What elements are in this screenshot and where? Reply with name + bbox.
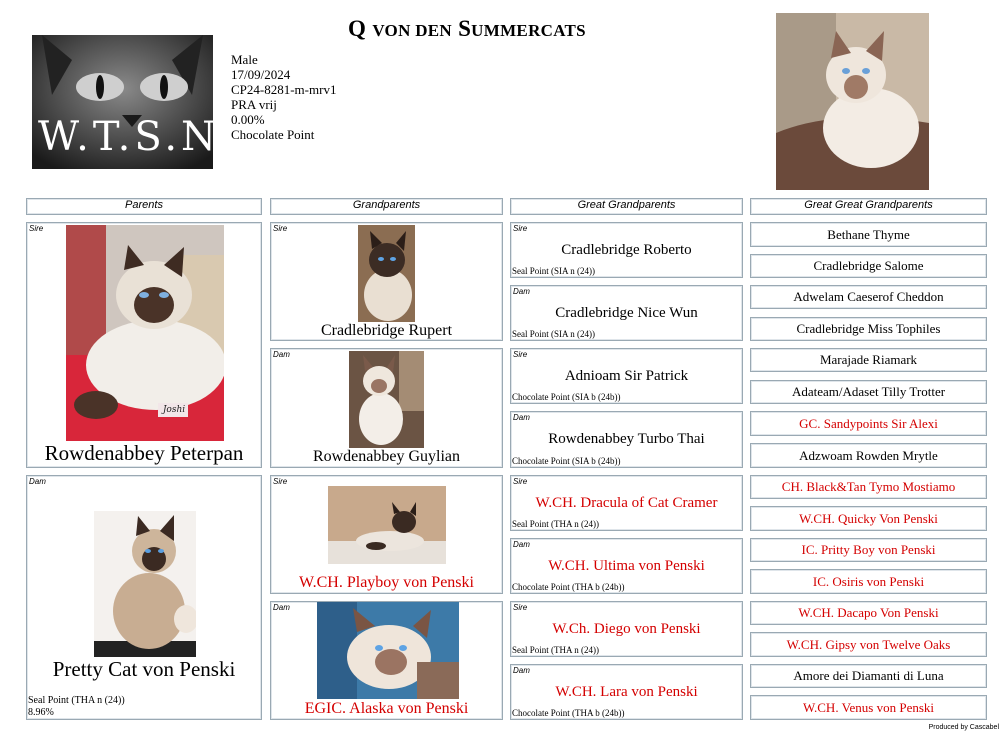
cat-registration: CP24-8281-m-mrv1 xyxy=(231,82,337,97)
great-great-grandparent-card[interactable]: W.CH. Gipsy von Twelve Oaks xyxy=(750,632,987,657)
dam-label: Dam xyxy=(29,477,46,486)
great-grandparent-color: Chocolate Point (SIA b (24b)) xyxy=(512,392,621,402)
sire-name: Rowdenabbey Peterpan xyxy=(44,441,244,465)
grandparent-photo xyxy=(358,225,415,322)
col-header-grandparents: Grandparents xyxy=(270,198,503,215)
great-grandparent-card[interactable] xyxy=(510,475,743,531)
grandparent-card[interactable] xyxy=(270,601,503,720)
sire-photo xyxy=(66,225,224,441)
col-header-great-grandparents: Great Grandparents xyxy=(510,198,743,215)
cat-pra: PRA vrij xyxy=(231,97,277,112)
great-grandparent-name: Rowdenabbey Turbo Thai xyxy=(548,431,705,447)
cat-sex: Male xyxy=(231,52,258,67)
great-grandparent-card[interactable] xyxy=(510,538,743,594)
great-grandparent-name: W.CH. Dracula of Cat Cramer xyxy=(535,495,718,511)
cat-coi: 0.00% xyxy=(231,112,265,127)
cat-info xyxy=(231,52,336,142)
dam-photo xyxy=(94,511,196,657)
great-great-grandparent-card[interactable]: Adzwoam Rowden Mrytle xyxy=(750,443,987,468)
great-grandparent-name: Adnioam Sir Patrick xyxy=(564,368,689,384)
title-von: VON DEN xyxy=(372,21,452,40)
great-grandparent-color: Seal Point (THA n (24)) xyxy=(512,645,599,655)
logo-text: W.T.S.N. xyxy=(38,114,235,160)
sire-label: Sire xyxy=(513,477,528,486)
dam-label: Dam xyxy=(513,666,530,675)
title-rest: UMMERCATS xyxy=(471,21,586,40)
sire-label: Sire xyxy=(513,350,528,359)
main-cat-photo xyxy=(776,13,929,190)
great-great-grandparent-card[interactable]: IC. Osiris von Penski xyxy=(750,569,987,594)
grandparent-card[interactable] xyxy=(270,222,503,341)
great-grandparent-color: Chocolate Point (SIA b (24b)) xyxy=(512,456,621,466)
parent-dam-card[interactable] xyxy=(26,475,262,720)
dam-coi: 8.96% xyxy=(28,707,54,718)
great-great-grandparent-card[interactable]: W.CH. Quicky Von Penski xyxy=(750,506,987,531)
cat-color: Chocolate Point xyxy=(231,127,315,142)
grandparent-photo xyxy=(349,351,424,448)
great-great-grandparent-card[interactable]: Adwelam Caeserof Cheddon xyxy=(750,285,987,309)
great-grandparent-card[interactable] xyxy=(510,285,743,341)
sire-label: Sire xyxy=(273,477,288,486)
great-great-grandparent-card[interactable]: Amore dei Diamanti di Luna xyxy=(750,664,987,688)
great-grandparent-name: W.CH. Lara von Penski xyxy=(555,684,698,700)
great-grandparent-color: Seal Point (SIA n (24)) xyxy=(512,329,595,339)
great-grandparent-name: W.CH. Ultima von Penski xyxy=(548,558,705,574)
great-great-grandparent-card[interactable]: Cradlebridge Salome xyxy=(750,254,987,278)
grandparent-name: Rowdenabbey Guylian xyxy=(312,448,461,465)
grandparent-photo xyxy=(317,602,459,699)
sire-label: Sire xyxy=(29,224,44,233)
grandparent-card[interactable] xyxy=(270,348,503,468)
grandparent-name: EGIC. Alaska von Penski xyxy=(304,700,469,717)
great-great-grandparent-card[interactable]: Bethane Thyme xyxy=(750,222,987,247)
great-great-grandparent-card[interactable]: IC. Pritty Boy von Penski xyxy=(750,538,987,562)
great-great-grandparent-card[interactable]: Marajade Riamark xyxy=(750,348,987,372)
parent-sire-card[interactable] xyxy=(26,222,262,468)
sire-label: Sire xyxy=(513,603,528,612)
dam-name: Pretty Cat von Penski xyxy=(52,657,236,681)
grandparent-card[interactable] xyxy=(270,475,503,594)
grandparent-photo xyxy=(328,486,446,564)
great-grandparent-card[interactable] xyxy=(510,664,743,720)
title-s: S xyxy=(458,16,472,41)
great-grandparent-card[interactable] xyxy=(510,601,743,657)
great-grandparent-color: Chocolate Point (THA b (24b)) xyxy=(512,582,625,592)
col-header-great-great-grandparents: Great Great Grandparents xyxy=(750,198,987,215)
great-grandparent-card[interactable] xyxy=(510,348,743,404)
col-header-parents: Parents xyxy=(26,198,262,215)
great-great-grandparent-card[interactable]: Cradlebridge Miss Tophiles xyxy=(750,317,987,341)
producer-credit: Produced by Cascabel xyxy=(928,724,999,731)
dam-label: Dam xyxy=(513,540,530,549)
great-grandparent-card[interactable] xyxy=(510,411,743,468)
great-grandparent-color: Chocolate Point (THA b (24b)) xyxy=(512,708,625,718)
great-great-grandparent-card[interactable]: CH. Black&Tan Tymo Mostiamo xyxy=(750,475,987,499)
cat-dob: 17/09/2024 xyxy=(231,67,291,82)
great-grandparent-name: W.Ch. Diego von Penski xyxy=(552,621,701,637)
great-grandparent-name: Cradlebridge Nice Wun xyxy=(555,305,698,321)
great-great-grandparent-card[interactable]: GC. Sandypoints Sir Alexi xyxy=(750,411,987,436)
grandparent-name: W.CH. Playboy von Penski xyxy=(299,574,474,591)
great-grandparent-name: Cradlebridge Roberto xyxy=(561,242,692,258)
title-q: Q xyxy=(348,16,367,41)
dam-label: Dam xyxy=(273,350,290,359)
sire-label: Sire xyxy=(273,224,288,233)
page-title xyxy=(232,16,702,42)
grandparent-name: Cradlebridge Rupert xyxy=(320,322,453,339)
great-great-grandparent-card[interactable]: W.CH. Dacapo Von Penski xyxy=(750,601,987,625)
great-grandparent-card[interactable] xyxy=(510,222,743,278)
dam-color: Seal Point (THA n (24)) xyxy=(28,695,125,706)
dam-label: Dam xyxy=(513,413,530,422)
sire-photo-caption: Joshi xyxy=(162,405,186,415)
great-great-grandparent-card[interactable]: W.CH. Venus von Penski xyxy=(750,695,987,720)
great-grandparent-color: Seal Point (THA n (24)) xyxy=(512,519,599,529)
dam-label: Dam xyxy=(273,603,290,612)
sire-label: Sire xyxy=(513,224,528,233)
great-great-grandparent-card[interactable]: Adateam/Adaset Tilly Trotter xyxy=(750,380,987,404)
dam-label: Dam xyxy=(513,287,530,296)
great-grandparent-color: Seal Point (SIA n (24)) xyxy=(512,266,595,276)
